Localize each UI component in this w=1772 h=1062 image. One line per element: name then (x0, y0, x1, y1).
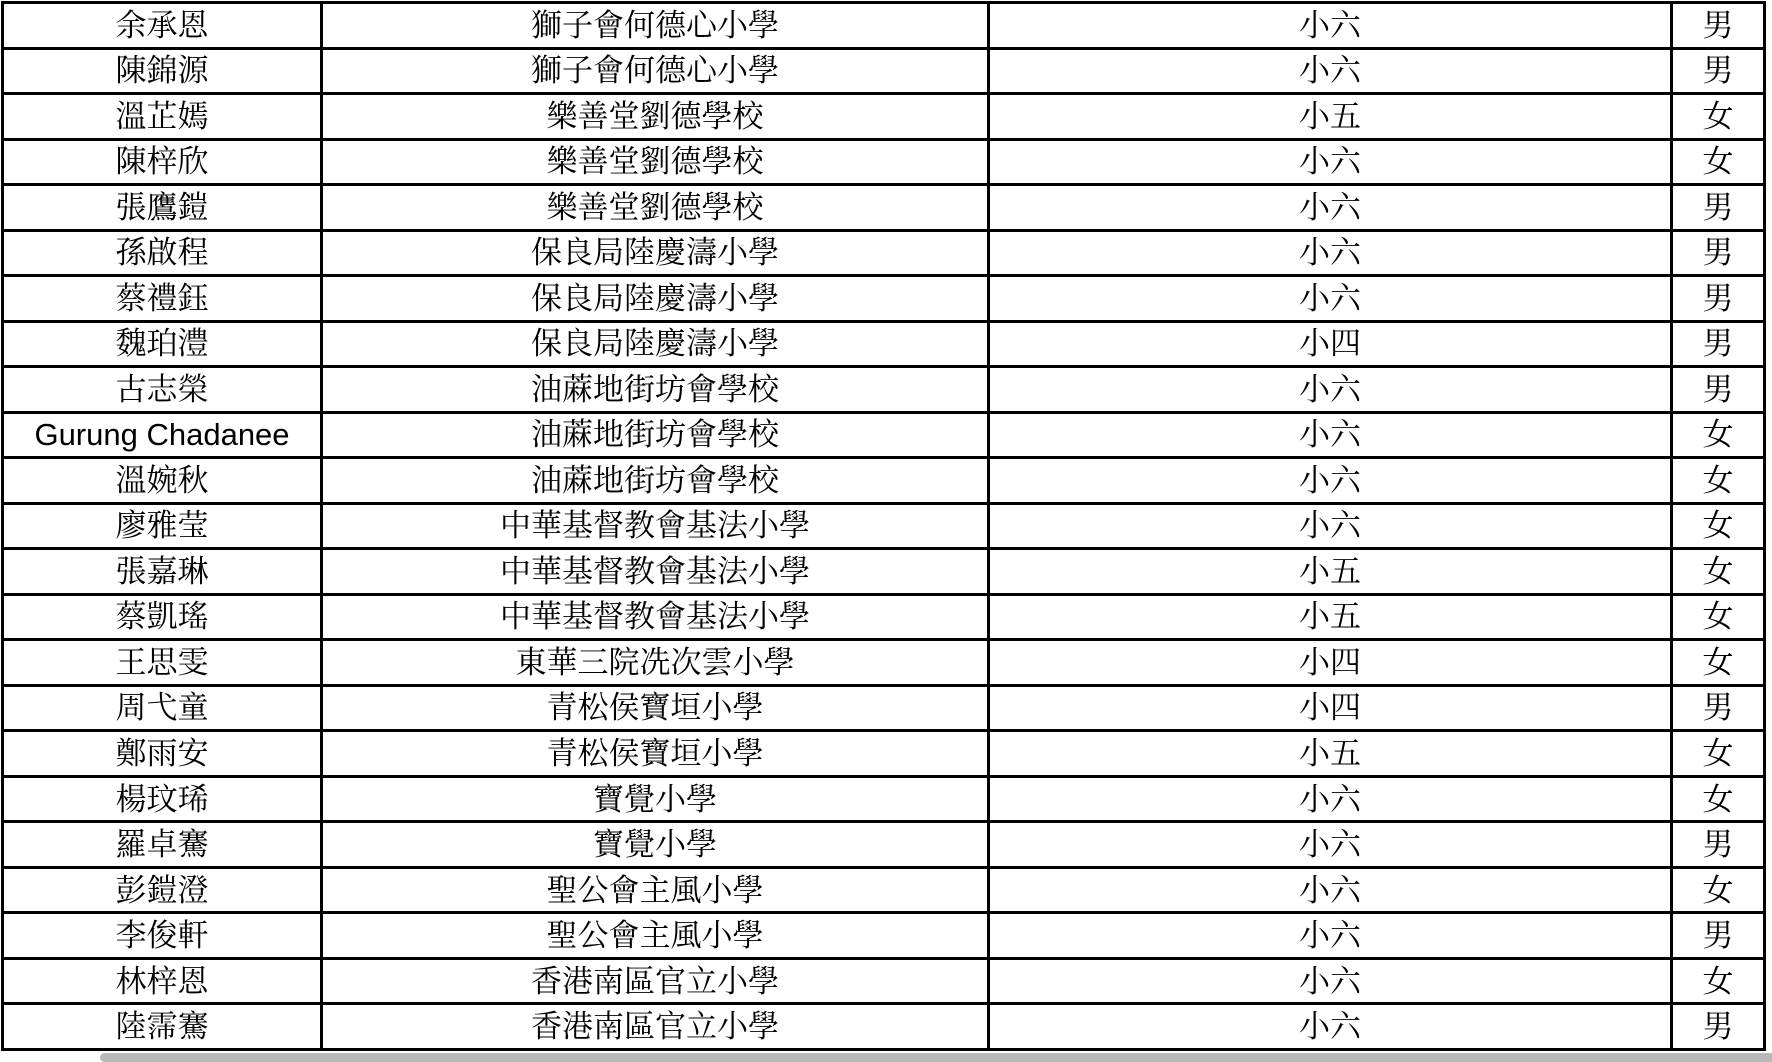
school-cell: 油蔴地街坊會學校 (322, 367, 989, 413)
gender-cell: 男 (1672, 367, 1765, 413)
table-row (3, 321, 1765, 367)
school-cell: 保良局陸慶濤小學 (322, 321, 989, 367)
school-cell: 青松侯寶垣小學 (322, 731, 989, 777)
table-row (3, 867, 1765, 913)
grade-cell: 小五 (989, 549, 1672, 595)
gender-cell: 男 (1672, 276, 1765, 322)
name-cell: 蔡凱瑤 (3, 594, 322, 640)
school-cell: 寶覺小學 (322, 776, 989, 822)
gender-cell: 男 (1672, 48, 1765, 94)
grade-cell: 小六 (989, 776, 1672, 822)
grade-cell: 小六 (989, 367, 1672, 413)
grade-cell: 小五 (989, 94, 1672, 140)
grade-cell: 小四 (989, 640, 1672, 686)
grade-cell: 小六 (989, 230, 1672, 276)
grade-cell: 小六 (989, 139, 1672, 185)
grade-cell: 小六 (989, 3, 1672, 49)
grade-cell: 小六 (989, 958, 1672, 1004)
table-row (3, 230, 1765, 276)
gender-cell: 女 (1672, 731, 1765, 777)
gender-cell: 女 (1672, 594, 1765, 640)
school-cell: 油蔴地街坊會學校 (322, 458, 989, 504)
table-row (3, 367, 1765, 413)
gender-cell: 女 (1672, 458, 1765, 504)
name-cell: 溫婉秋 (3, 458, 322, 504)
school-cell: 獅子會何德心小學 (322, 3, 989, 49)
table-row (3, 1004, 1765, 1050)
table-row (3, 3, 1765, 49)
school-cell: 獅子會何德心小學 (322, 48, 989, 94)
grade-cell: 小六 (989, 276, 1672, 322)
school-cell: 中華基督教會基法小學 (322, 503, 989, 549)
name-cell: 林梓恩 (3, 958, 322, 1004)
name-cell: 王思雯 (3, 640, 322, 686)
name-cell: 楊玟琋 (3, 776, 322, 822)
table-row (3, 685, 1765, 731)
grade-cell: 小六 (989, 458, 1672, 504)
table-row (3, 503, 1765, 549)
gender-cell: 男 (1672, 1004, 1765, 1050)
school-cell: 樂善堂劉德學校 (322, 139, 989, 185)
grade-cell: 小六 (989, 185, 1672, 231)
gender-cell: 男 (1672, 3, 1765, 49)
table-row (3, 276, 1765, 322)
gender-cell: 男 (1672, 822, 1765, 868)
table-row (3, 549, 1765, 595)
gender-cell: 女 (1672, 867, 1765, 913)
grade-cell: 小六 (989, 867, 1672, 913)
participants-table (1, 1, 1766, 1051)
name-cell: 廖雅莹 (3, 503, 322, 549)
name-cell: 周弋童 (3, 685, 322, 731)
table-row (3, 776, 1765, 822)
name-cell: 羅卓騫 (3, 822, 322, 868)
name-cell: 魏珀澧 (3, 321, 322, 367)
table-row (3, 458, 1765, 504)
table-row (3, 913, 1765, 959)
school-cell: 青松侯寶垣小學 (322, 685, 989, 731)
gender-cell: 女 (1672, 412, 1765, 458)
grade-cell: 小六 (989, 48, 1672, 94)
participants-table-body (3, 3, 1765, 1050)
school-cell: 中華基督教會基法小學 (322, 549, 989, 595)
gender-cell: 女 (1672, 958, 1765, 1004)
table-row (3, 594, 1765, 640)
grade-cell: 小六 (989, 1004, 1672, 1050)
gender-cell: 女 (1672, 94, 1765, 140)
school-cell: 中華基督教會基法小學 (322, 594, 989, 640)
grade-cell: 小五 (989, 731, 1672, 777)
grade-cell: 小六 (989, 913, 1672, 959)
school-cell: 聖公會主風小學 (322, 913, 989, 959)
grade-cell: 小五 (989, 594, 1672, 640)
school-cell: 寶覺小學 (322, 822, 989, 868)
school-cell: 油蔴地街坊會學校 (322, 412, 989, 458)
name-cell: 陳梓欣 (3, 139, 322, 185)
name-cell: 蔡禮鈺 (3, 276, 322, 322)
table-row (3, 640, 1765, 686)
table-row (3, 48, 1765, 94)
name-cell: 鄭雨安 (3, 731, 322, 777)
school-cell: 香港南區官立小學 (322, 1004, 989, 1050)
name-cell: 張嘉琳 (3, 549, 322, 595)
grade-cell: 小六 (989, 412, 1672, 458)
horizontal-scrollbar-thumb[interactable] (100, 1053, 1772, 1062)
gender-cell: 女 (1672, 549, 1765, 595)
school-cell: 樂善堂劉德學校 (322, 94, 989, 140)
gender-cell: 男 (1672, 230, 1765, 276)
gender-cell: 女 (1672, 503, 1765, 549)
school-cell: 聖公會主風小學 (322, 867, 989, 913)
table-row (3, 412, 1765, 458)
name-cell: 陳錦源 (3, 48, 322, 94)
table-row (3, 94, 1765, 140)
name-cell: 陸霈騫 (3, 1004, 322, 1050)
gender-cell: 男 (1672, 185, 1765, 231)
gender-cell: 女 (1672, 640, 1765, 686)
table-row (3, 139, 1765, 185)
name-cell: 彭鎧澄 (3, 867, 322, 913)
name-cell: 孫啟程 (3, 230, 322, 276)
name-cell: 李俊軒 (3, 913, 322, 959)
grade-cell: 小六 (989, 503, 1672, 549)
table-row (3, 185, 1765, 231)
name-cell: 余承恩 (3, 3, 322, 49)
gender-cell: 女 (1672, 139, 1765, 185)
gender-cell: 男 (1672, 321, 1765, 367)
grade-cell: 小四 (989, 685, 1672, 731)
school-cell: 保良局陸慶濤小學 (322, 276, 989, 322)
name-cell: Gurung Chadanee (3, 412, 322, 458)
school-cell: 保良局陸慶濤小學 (322, 230, 989, 276)
grade-cell: 小四 (989, 321, 1672, 367)
school-cell: 東華三院冼次雲小學 (322, 640, 989, 686)
gender-cell: 男 (1672, 685, 1765, 731)
grade-cell: 小六 (989, 822, 1672, 868)
name-cell: 古志榮 (3, 367, 322, 413)
gender-cell: 女 (1672, 776, 1765, 822)
school-cell: 樂善堂劉德學校 (322, 185, 989, 231)
school-cell: 香港南區官立小學 (322, 958, 989, 1004)
table-row (3, 822, 1765, 868)
name-cell: 溫芷嫣 (3, 94, 322, 140)
table-row (3, 958, 1765, 1004)
gender-cell: 男 (1672, 913, 1765, 959)
table-row (3, 731, 1765, 777)
name-cell: 張鷹鎧 (3, 185, 322, 231)
